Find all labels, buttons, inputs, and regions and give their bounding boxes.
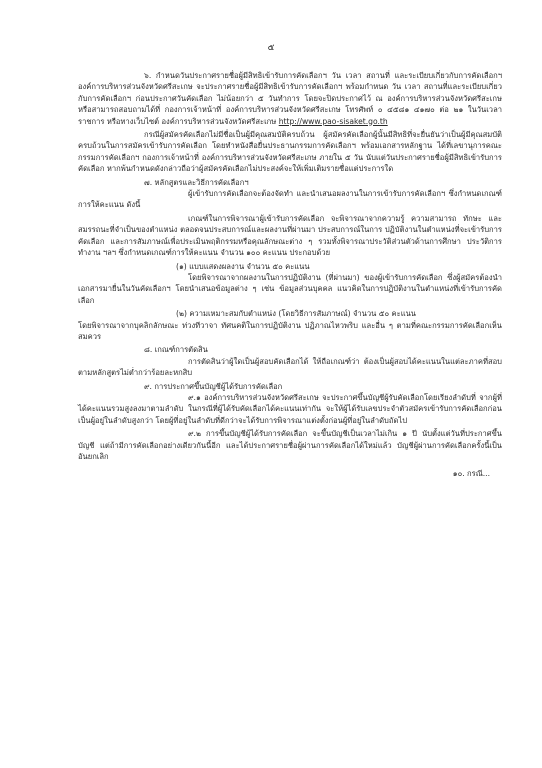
section-9-1-body: ๙.๑ องค์การบริหารส่วนจังหวัดศรีสะเกษ จะประกาศขึ้นบัญชีผู้รับคัดเลือกโดยเรียงลำดับที่ จากผู้ที่ได้คะแนนรวมสูงลงมาตามลำดับ ในกรณีที่ผู้ได้รับคัดเลือกได้คะแนนเท่ากัน จะให้ผู้ได้รับเลขประจำตัวสมัครเข้ารับการคัดเลือกก่อนเป็นผู้อยู่ในลำดับสูงกว่า โดยผู้ที่อยู่ในลำดับที่ดีกว่าจะได้รับการพิจารณาแต่งตั้งก่อนผู้ที่อยู่ในลำดับถัดไป bbox=[78, 392, 502, 425]
criteria-1-body: โดยพิจารณาจากผลงานในการปฏิบัติงาน (ที่ผ่านมา) ของผู้เข้ารับการคัดเลือก ซึ่งผู้สมัครต้องนำเอกสารมายื่นในวันคัดเลือกฯ โดยนำเสนอข้อมูลต่าง ๆ เช่น ข้อมูลส่วนบุคคล แนวคิดในการปฏิบัติงานในตำแหน่งที่เข้ารับการคัดเลือก bbox=[78, 272, 502, 305]
document-body bbox=[78, 70, 502, 480]
criteria-2-heading: (๒) ความเหมาะสมกับตำแหน่ง (โดยวิธีการสัมภาษณ์) จำนวน ๕๐ คะแนน bbox=[176, 309, 416, 319]
section-6-text: ๖. กำหนดวันประกาศรายชื่อผู้มีสิทธิเข้ารับการคัดเลือกฯ วัน เวลา สถานที่ และระเบียบเกี่ยวกับการคัดเลือกฯ องค์การบริหารส่วนจังหวัดศรีสะเกษ จะประกาศรายชื่อผู้มีสิทธิเข้ารับการคัดเลือกฯ พร้อมกำหนด วัน เวลา สถานที่และระเบียบเกี่ยวกับการคัดเลือกฯ ก่อนประกาศวันคัดเลือก ไม่น้อยกว่า ๕ วันทำการ โดยจะปิดประกาศไว้ ณ องค์การบริหารส่วนจังหวัดศรีสะเกษ หรือสามารถสอบถามได้ที่ กองการเจ้าหน้าที่ องค์การบริหารส่วนจังหวัดศรีสะเกษ โทรศัพท์ ๐ ๔๕๘๑ ๔๑๗๐ ต่อ ๒๑ ในวันเวลาราชการ หรือทางเว็บไซต์ องค์การบริหารส่วนจังหวัดศรีสะเกษ bbox=[78, 71, 502, 126]
continuation-marker: ๑๐. กรณี... bbox=[452, 469, 490, 479]
section-7-criteria: เกณฑ์ในการพิจารณาผู้เข้ารับการคัดเลือก จะพิจารณาจากความรู้ ความสามารถ ทักษะ และสมรรถนะที่จำเป็นของตำแหน่ง ตลอดจนประสบการณ์และผลงานที่ผ่านมา ประสบการณ์ในการ ปฏิบัติงานในตำแหน่งที่จะเข้ารับการคัดเลือก และการสัมภาษณ์เพื่อประเมินพฤติกรรมหรือคุณลักษณะต่าง ๆ รวมทั้งพิจารณาประวัติส่วนตัวด้านการศึกษา ประวัติการทำงาน ฯลฯ ซึ่งกำหนดเกณฑ์การให้คะแนน จำนวน ๑๐๐ คะแนน ประกอบด้วย bbox=[78, 213, 502, 258]
section-7-intro: ผู้เข้ารับการคัดเลือกจะต้องจัดทำ และนำเสนอผลงานในการเข้ารับการคัดเลือกฯ ซึ่งกำหนดเกณฑ์การให้คะแนน ดังนี้ bbox=[78, 189, 502, 210]
criteria-1-heading: (๑) แบบแสดงผลงาน จำนวน ๕๐ คะแนน bbox=[176, 261, 310, 271]
section-8-body: การตัดสินว่าผู้ใดเป็นผู้สอบคัดเลือกได้ ให้ถือเกณฑ์ว่า ต้องเป็นผู้สอบได้คะแนนในแต่ละภาคที่สอบตามหลักสูตรไม่ต่ำกว่าร้อยละหกสิบ bbox=[78, 356, 502, 378]
website-link[interactable]: http://www.pao-sisaket.go.th bbox=[278, 116, 388, 126]
section-7-heading: ๗. หลักสูตรและวิธีการคัดเลือกฯ bbox=[144, 177, 249, 187]
section-9-heading: ๙. การประกาศขึ้นบัญชีผู้ได้รับการคัดเลือก bbox=[144, 381, 283, 391]
criteria-2-body: โดยพิจารณาจากบุคลิกลักษณะ ท่วงทีวาจา ทัศนคติในการปฏิบัติงาน ปฏิภาณไหวพริบ และอื่น ๆ ตามที่คณะกรรมการคัดเลือกเห็นสมควร bbox=[78, 320, 502, 341]
objection-paragraph: กรณีผู้สมัครคัดเลือกไม่มีชื่อเป็นผู้มีคุณสมบัติครบถ้วน ผู้สมัครคัดเลือกผู้นั้นมีสิทธิที่จะยื่นยันว่าเป็นผู้มีคุณสมบัติครบถ้วนในการสมัครเข้ารับการคัดเลือก โดยทำหนังสือยื่นประธานกรรมการคัดเลือกฯ พร้อมเอกสารหลักฐาน ได้ที่เลขานุการคณะกรรมการคัดเลือกฯ กองการเจ้าหน้าที่ องค์การบริหารส่วนจังหวัดศรีสะเกษ ภายใน ๕ วัน นับแต่วันประกาศรายชื่อผู้มีสิทธิเข้ารับการคัดเลือก หากพ้นกำหนดดังกล่าวถือว่าผู้สมัครคัดเลือกไม่ประสงค์จะให้เพิ่มเติมรายชื่อแต่ประการใด bbox=[78, 130, 502, 174]
section-9-2-body: ๙.๒ การขึ้นบัญชีผู้ได้รับการคัดเลือก จะขึ้นบัญชีเป็นเวลาไม่เกิน ๑ ปี นับตั้งแต่วันที่ประกาศขึ้นบัญชี แต่ถ้ามีการคัดเลือกอย่างเดียวกันนี้อีก และได้ประกาศรายชื่อผู้ผ่านการคัดเลือกได้ใหม่แล้ว บัญชีผู้ผ่านการคัดเลือกครั้งนี้เป็นอันยกเลิก bbox=[78, 429, 502, 461]
page-number: ๕ bbox=[267, 43, 275, 53]
section-6-paragraph bbox=[78, 70, 502, 127]
section-8-heading: ๘. เกณฑ์การตัดสิน bbox=[144, 345, 208, 355]
